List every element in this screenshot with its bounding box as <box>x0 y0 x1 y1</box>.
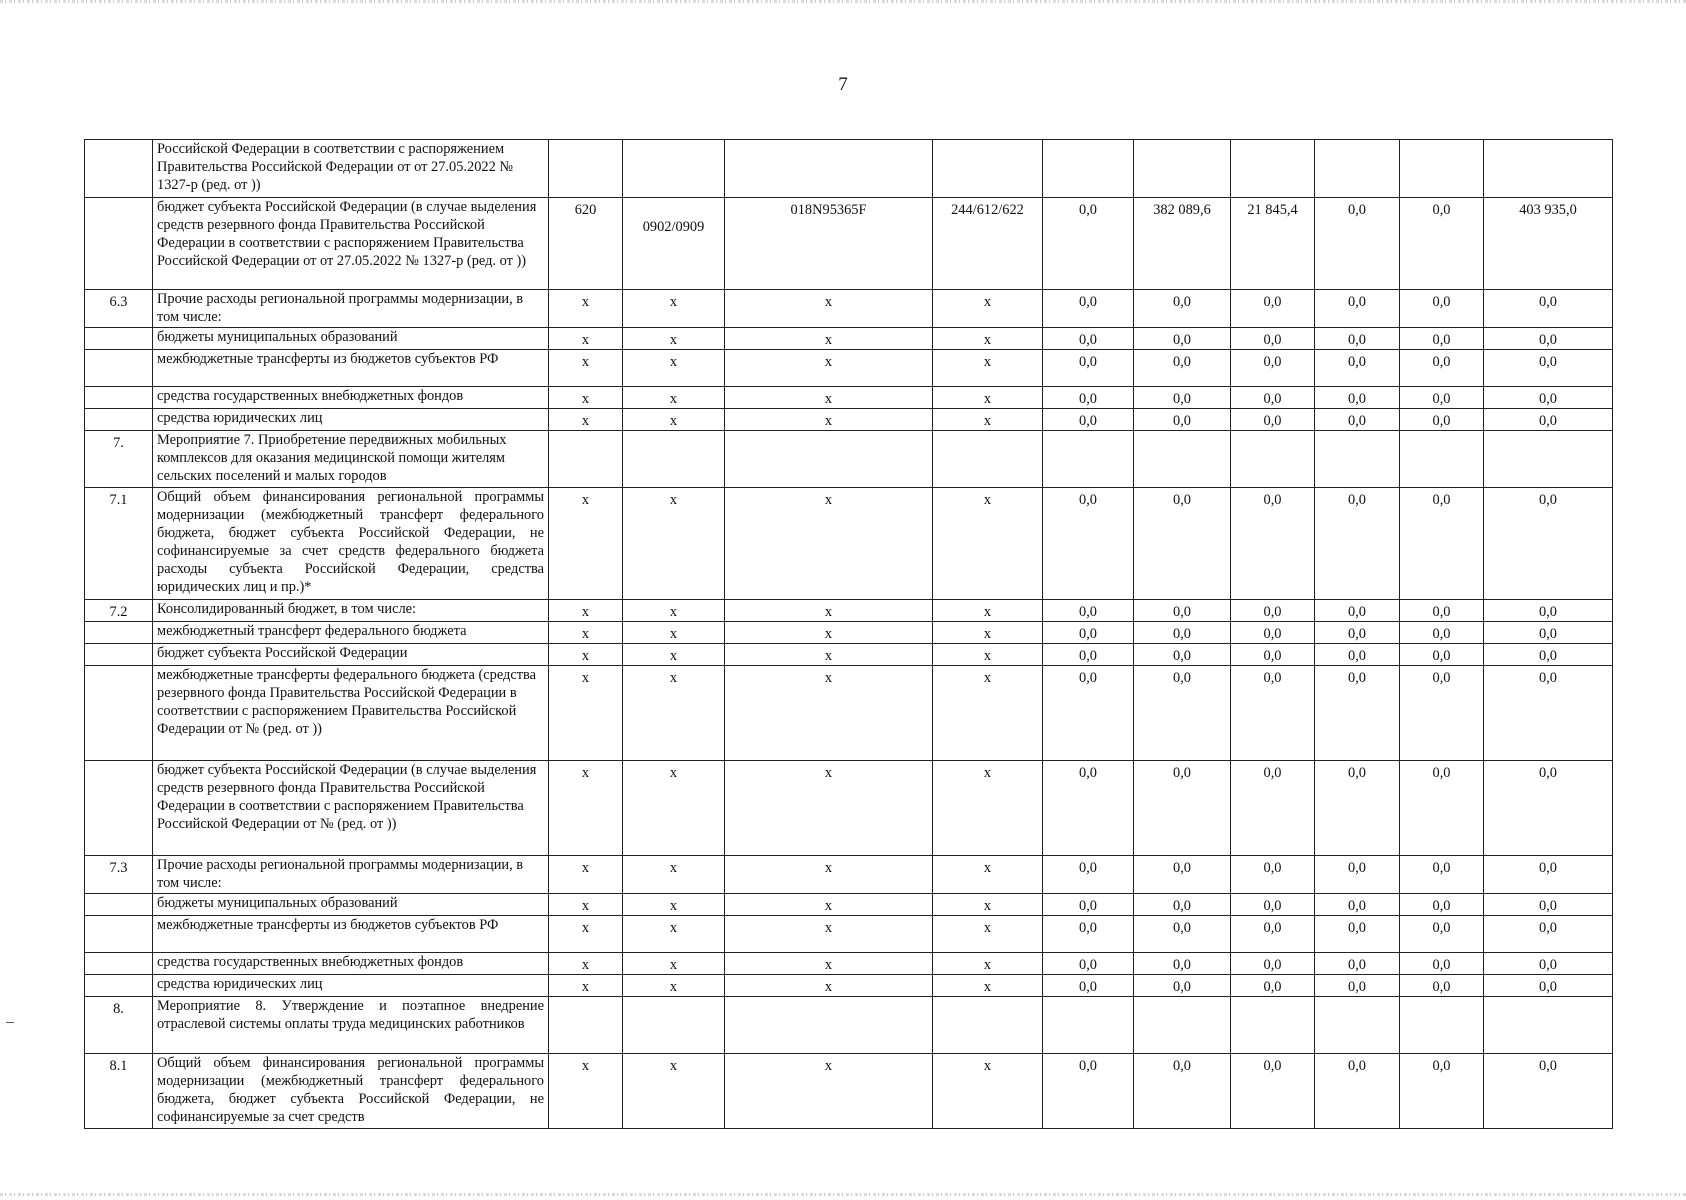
cell-c4: х <box>933 600 1043 622</box>
row-number <box>85 666 153 761</box>
cell-v3: 0,0 <box>1231 666 1315 761</box>
row-description: бюджет субъекта Российской Федерации (в случае выделения средств резервного фонда Правительства Российской Федерации в соответствии с распоряжением Правительства Российской Федерации от от 27.05.2022 № 1327-р (ред. от )) <box>153 198 549 290</box>
row-number <box>85 761 153 856</box>
cell-c3: х <box>725 953 933 975</box>
cell-v5: 0,0 <box>1400 600 1484 622</box>
cell-c3: х <box>725 409 933 431</box>
cell-v1: 0,0 <box>1043 761 1134 856</box>
cell-v1: 0,0 <box>1043 198 1134 290</box>
row-number: 7.2 <box>85 600 153 622</box>
cell-v4: 0,0 <box>1315 975 1400 997</box>
cell-v4 <box>1315 997 1400 1054</box>
row-description: межбюджетные трансферты из бюджетов субъектов РФ <box>153 916 549 953</box>
table-row <box>85 997 1613 1054</box>
cell-v4: 0,0 <box>1315 894 1400 916</box>
cell-c3: х <box>725 622 933 644</box>
cell-v2: 0,0 <box>1134 953 1231 975</box>
scan-edge-bottom <box>0 1193 1686 1196</box>
cell-c4: х <box>933 856 1043 894</box>
cell-c4 <box>933 431 1043 488</box>
cell-v6: 0,0 <box>1484 644 1613 666</box>
table-row <box>85 622 1613 644</box>
cell-v3: 0,0 <box>1231 856 1315 894</box>
row-description: межбюджетные трансферты федерального бюджета (средства резервного фонда Правительства Российской Федерации в соответствии с распоряжением Правительства Российской Федерации от № (ред. от )) <box>153 666 549 761</box>
cell-v1: 0,0 <box>1043 975 1134 997</box>
cell-v5: 0,0 <box>1400 290 1484 328</box>
cell-v1: 0,0 <box>1043 488 1134 600</box>
table-row <box>85 975 1613 997</box>
cell-c1: х <box>549 622 623 644</box>
row-number <box>85 916 153 953</box>
cell-c1 <box>549 997 623 1054</box>
row-number: 7. <box>85 431 153 488</box>
row-number <box>85 644 153 666</box>
cell-v6 <box>1484 431 1613 488</box>
cell-v2: 0,0 <box>1134 666 1231 761</box>
table-row <box>85 953 1613 975</box>
cell-c3: х <box>725 488 933 600</box>
cell-v2: 0,0 <box>1134 644 1231 666</box>
cell-c2: х <box>623 761 725 856</box>
table-row <box>85 140 1613 198</box>
cell-c1: 620 <box>549 198 623 290</box>
cell-c2: х <box>623 894 725 916</box>
cell-c4: х <box>933 328 1043 350</box>
cell-v4: 0,0 <box>1315 953 1400 975</box>
cell-v3: 0,0 <box>1231 761 1315 856</box>
cell-c2: х <box>623 953 725 975</box>
cell-v3: 0,0 <box>1231 894 1315 916</box>
cell-c2: х <box>623 622 725 644</box>
row-number <box>85 198 153 290</box>
row-description: Российской Федерации в соответствии с распоряжением Правительства Российской Федерации от от 27.05.2022 № 1327-р (ред. от )) <box>153 140 549 198</box>
cell-v5: 0,0 <box>1400 975 1484 997</box>
cell-c4 <box>933 140 1043 198</box>
cell-v4 <box>1315 431 1400 488</box>
cell-c1: х <box>549 387 623 409</box>
cell-c1: х <box>549 488 623 600</box>
cell-v6: 0,0 <box>1484 761 1613 856</box>
cell-v1: 0,0 <box>1043 328 1134 350</box>
cell-v4: 0,0 <box>1315 290 1400 328</box>
cell-v2 <box>1134 140 1231 198</box>
cell-v5: 0,0 <box>1400 666 1484 761</box>
cell-c1: х <box>549 953 623 975</box>
cell-v3: 0,0 <box>1231 916 1315 953</box>
cell-c4: х <box>933 290 1043 328</box>
cell-c2: х <box>623 1054 725 1129</box>
cell-c3: х <box>725 600 933 622</box>
cell-c4 <box>933 997 1043 1054</box>
cell-c3: х <box>725 975 933 997</box>
cell-v6: 0,0 <box>1484 600 1613 622</box>
cell-c3: х <box>725 666 933 761</box>
cell-c2: х <box>623 409 725 431</box>
cell-v4: 0,0 <box>1315 350 1400 387</box>
cell-v3: 0,0 <box>1231 350 1315 387</box>
cell-v6: 0,0 <box>1484 1054 1613 1129</box>
row-number <box>85 350 153 387</box>
cell-c4: х <box>933 622 1043 644</box>
cell-c2: х <box>623 644 725 666</box>
cell-c1: х <box>549 350 623 387</box>
cell-v2: 0,0 <box>1134 1054 1231 1129</box>
cell-v5: 0,0 <box>1400 856 1484 894</box>
cell-c3: х <box>725 761 933 856</box>
cell-v5: 0,0 <box>1400 916 1484 953</box>
cell-c1: х <box>549 290 623 328</box>
cell-v2: 0,0 <box>1134 488 1231 600</box>
cell-c3: х <box>725 350 933 387</box>
row-description: Прочие расходы региональной программы модернизации, в том числе: <box>153 856 549 894</box>
table-row <box>85 409 1613 431</box>
cell-c3: х <box>725 328 933 350</box>
cell-v1: 0,0 <box>1043 290 1134 328</box>
cell-v2: 0,0 <box>1134 290 1231 328</box>
cell-v5: 0,0 <box>1400 328 1484 350</box>
row-description: межбюджетный трансферт федерального бюджета <box>153 622 549 644</box>
row-number: 6.3 <box>85 290 153 328</box>
cell-v6: 0,0 <box>1484 666 1613 761</box>
cell-c3: х <box>725 644 933 666</box>
cell-c1 <box>549 431 623 488</box>
row-number: 8. <box>85 997 153 1054</box>
table-row <box>85 1054 1613 1129</box>
table-row <box>85 290 1613 328</box>
table-row <box>85 761 1613 856</box>
row-description: Мероприятие 7. Приобретение передвижных мобильных комплексов для оказания медицинской помощи жителям сельских поселений и малых городов <box>153 431 549 488</box>
row-number <box>85 622 153 644</box>
cell-v2: 0,0 <box>1134 328 1231 350</box>
row-description: Общий объем финансирования региональной программы модернизации (межбюджетный трансферт федерального бюджета, бюджет субъекта Российской Федерации, не софинансируемые за счет средств <box>153 1054 549 1129</box>
cell-v5: 0,0 <box>1400 894 1484 916</box>
table-row <box>85 856 1613 894</box>
cell-v5: 0,0 <box>1400 409 1484 431</box>
cell-c2: х <box>623 488 725 600</box>
cell-c2 <box>623 431 725 488</box>
cell-c3: х <box>725 894 933 916</box>
cell-c2: 0902/0909 <box>623 198 725 290</box>
cell-c2 <box>623 140 725 198</box>
cell-v4 <box>1315 140 1400 198</box>
cell-c4: х <box>933 387 1043 409</box>
cell-v5: 0,0 <box>1400 488 1484 600</box>
cell-v3: 0,0 <box>1231 622 1315 644</box>
cell-c4: х <box>933 894 1043 916</box>
table-row <box>85 916 1613 953</box>
table-row <box>85 350 1613 387</box>
cell-v3: 0,0 <box>1231 409 1315 431</box>
cell-c4: х <box>933 1054 1043 1129</box>
row-number <box>85 140 153 198</box>
cell-c4: 244/612/622 <box>933 198 1043 290</box>
cell-v2: 0,0 <box>1134 761 1231 856</box>
table-row <box>85 666 1613 761</box>
scan-edge-top <box>0 0 1686 3</box>
cell-v4: 0,0 <box>1315 600 1400 622</box>
cell-c4: х <box>933 644 1043 666</box>
row-description: Общий объем финансирования региональной программы модернизации (межбюджетный трансферт федерального бюджета, бюджет субъекта Российской Федерации, не софинансируемые за счет средств федерального бюджета расходы субъекта Российской Федерации, средства юридических лиц и пр.)* <box>153 488 549 600</box>
cell-c4: х <box>933 975 1043 997</box>
cell-c4: х <box>933 488 1043 600</box>
cell-v3: 0,0 <box>1231 488 1315 600</box>
row-number <box>85 387 153 409</box>
cell-c1: х <box>549 600 623 622</box>
cell-v4: 0,0 <box>1315 622 1400 644</box>
cell-c3: х <box>725 856 933 894</box>
cell-v1: 0,0 <box>1043 600 1134 622</box>
cell-c2: х <box>623 350 725 387</box>
cell-v5 <box>1400 431 1484 488</box>
row-description: межбюджетные трансферты из бюджетов субъектов РФ <box>153 350 549 387</box>
cell-v4: 0,0 <box>1315 666 1400 761</box>
page-number: 7 <box>838 74 848 95</box>
cell-c2 <box>623 997 725 1054</box>
cell-c4: х <box>933 761 1043 856</box>
cell-v4: 0,0 <box>1315 644 1400 666</box>
cell-v5: 0,0 <box>1400 644 1484 666</box>
row-description: Мероприятие 8. Утверждение и поэтапное внедрение отраслевой системы оплаты труда медицинских работников <box>153 997 549 1054</box>
table-row <box>85 328 1613 350</box>
cell-v5 <box>1400 997 1484 1054</box>
cell-c1: х <box>549 916 623 953</box>
cell-c4: х <box>933 409 1043 431</box>
cell-v5: 0,0 <box>1400 387 1484 409</box>
cell-v6: 403 935,0 <box>1484 198 1613 290</box>
row-number: 7.1 <box>85 488 153 600</box>
cell-c3: х <box>725 387 933 409</box>
cell-v2 <box>1134 431 1231 488</box>
cell-v3 <box>1231 997 1315 1054</box>
cell-v1: 0,0 <box>1043 644 1134 666</box>
cell-c2: х <box>623 916 725 953</box>
row-description: средства государственных внебюджетных фондов <box>153 953 549 975</box>
cell-v2: 0,0 <box>1134 387 1231 409</box>
cell-v1: 0,0 <box>1043 916 1134 953</box>
cell-v1: 0,0 <box>1043 350 1134 387</box>
cell-c3: х <box>725 1054 933 1129</box>
cell-v3 <box>1231 140 1315 198</box>
row-number <box>85 409 153 431</box>
cell-c2: х <box>623 290 725 328</box>
cell-v6: 0,0 <box>1484 488 1613 600</box>
cell-c4: х <box>933 350 1043 387</box>
cell-v4: 0,0 <box>1315 409 1400 431</box>
cell-v5: 0,0 <box>1400 953 1484 975</box>
row-description: бюджеты муниципальных образований <box>153 894 549 916</box>
cell-v3: 0,0 <box>1231 387 1315 409</box>
table-row <box>85 894 1613 916</box>
cell-c3: х <box>725 916 933 953</box>
table-row <box>85 431 1613 488</box>
cell-v4: 0,0 <box>1315 1054 1400 1129</box>
cell-v1: 0,0 <box>1043 666 1134 761</box>
cell-v2: 0,0 <box>1134 916 1231 953</box>
cell-v6: 0,0 <box>1484 622 1613 644</box>
row-number: 8.1 <box>85 1054 153 1129</box>
cell-c4: х <box>933 953 1043 975</box>
table-row <box>85 644 1613 666</box>
cell-v4: 0,0 <box>1315 761 1400 856</box>
cell-v2: 0,0 <box>1134 622 1231 644</box>
cell-v2: 0,0 <box>1134 975 1231 997</box>
cell-c1: х <box>549 1054 623 1129</box>
cell-v4: 0,0 <box>1315 387 1400 409</box>
cell-v1 <box>1043 431 1134 488</box>
cell-c2: х <box>623 856 725 894</box>
cell-c1 <box>549 140 623 198</box>
cell-c2: х <box>623 387 725 409</box>
cell-c1: х <box>549 666 623 761</box>
cell-v6: 0,0 <box>1484 856 1613 894</box>
row-description: Консолидированный бюджет, в том числе: <box>153 600 549 622</box>
cell-v3 <box>1231 431 1315 488</box>
cell-v6 <box>1484 997 1613 1054</box>
cell-v6 <box>1484 140 1613 198</box>
cell-c1: х <box>549 894 623 916</box>
row-number: 7.3 <box>85 856 153 894</box>
cell-c1: х <box>549 409 623 431</box>
cell-c1: х <box>549 644 623 666</box>
cell-v6: 0,0 <box>1484 350 1613 387</box>
cell-v1: 0,0 <box>1043 387 1134 409</box>
cell-v3: 0,0 <box>1231 953 1315 975</box>
cell-c1: х <box>549 328 623 350</box>
row-number <box>85 953 153 975</box>
row-number <box>85 328 153 350</box>
cell-v4: 0,0 <box>1315 328 1400 350</box>
cell-v2: 0,0 <box>1134 894 1231 916</box>
budget-table <box>84 139 1613 1129</box>
cell-v2: 0,0 <box>1134 350 1231 387</box>
row-description: средства юридических лиц <box>153 409 549 431</box>
cell-c2: х <box>623 328 725 350</box>
cell-v6: 0,0 <box>1484 953 1613 975</box>
cell-v2 <box>1134 997 1231 1054</box>
table-row <box>85 600 1613 622</box>
cell-v3: 0,0 <box>1231 644 1315 666</box>
cell-c1: х <box>549 761 623 856</box>
cell-v6: 0,0 <box>1484 387 1613 409</box>
cell-v4: 0,0 <box>1315 916 1400 953</box>
row-description: бюджет субъекта Российской Федерации <box>153 644 549 666</box>
cell-v2: 382 089,6 <box>1134 198 1231 290</box>
cell-v5: 0,0 <box>1400 761 1484 856</box>
row-description: Прочие расходы региональной программы модернизации, в том числе: <box>153 290 549 328</box>
cell-v6: 0,0 <box>1484 409 1613 431</box>
cell-c2: х <box>623 600 725 622</box>
cell-v1: 0,0 <box>1043 856 1134 894</box>
cell-v1: 0,0 <box>1043 894 1134 916</box>
cell-v3: 0,0 <box>1231 600 1315 622</box>
row-number <box>85 894 153 916</box>
row-number <box>85 975 153 997</box>
margin-mark <box>6 1022 14 1023</box>
row-description: бюджеты муниципальных образований <box>153 328 549 350</box>
cell-c3: 018N95365F <box>725 198 933 290</box>
cell-v6: 0,0 <box>1484 894 1613 916</box>
cell-v6: 0,0 <box>1484 290 1613 328</box>
cell-v4: 0,0 <box>1315 198 1400 290</box>
cell-v6: 0,0 <box>1484 328 1613 350</box>
table-row <box>85 198 1613 290</box>
cell-c4: х <box>933 916 1043 953</box>
cell-v5: 0,0 <box>1400 1054 1484 1129</box>
cell-c3: х <box>725 290 933 328</box>
cell-v1: 0,0 <box>1043 622 1134 644</box>
cell-c3 <box>725 140 933 198</box>
cell-v4: 0,0 <box>1315 856 1400 894</box>
cell-v2: 0,0 <box>1134 409 1231 431</box>
cell-v1: 0,0 <box>1043 1054 1134 1129</box>
cell-v1 <box>1043 140 1134 198</box>
cell-c2: х <box>623 975 725 997</box>
cell-v4: 0,0 <box>1315 488 1400 600</box>
cell-c2: х <box>623 666 725 761</box>
cell-c1: х <box>549 856 623 894</box>
cell-v6: 0,0 <box>1484 975 1613 997</box>
cell-v2: 0,0 <box>1134 600 1231 622</box>
cell-v1: 0,0 <box>1043 953 1134 975</box>
row-description: средства государственных внебюджетных фондов <box>153 387 549 409</box>
cell-v3: 0,0 <box>1231 1054 1315 1129</box>
row-description: средства юридических лиц <box>153 975 549 997</box>
cell-v3: 0,0 <box>1231 290 1315 328</box>
cell-v2: 0,0 <box>1134 856 1231 894</box>
cell-v6: 0,0 <box>1484 916 1613 953</box>
cell-v5: 0,0 <box>1400 622 1484 644</box>
cell-c3 <box>725 431 933 488</box>
cell-v5: 0,0 <box>1400 350 1484 387</box>
cell-v3: 0,0 <box>1231 328 1315 350</box>
cell-v3: 0,0 <box>1231 975 1315 997</box>
row-description: бюджет субъекта Российской Федерации (в случае выделения средств резервного фонда Правительства Российской Федерации в соответствии с распоряжением Правительства Российской Федерации от № (ред. от )) <box>153 761 549 856</box>
cell-c4: х <box>933 666 1043 761</box>
cell-v3: 21 845,4 <box>1231 198 1315 290</box>
cell-c3 <box>725 997 933 1054</box>
cell-v1: 0,0 <box>1043 409 1134 431</box>
table-row <box>85 387 1613 409</box>
cell-v5: 0,0 <box>1400 198 1484 290</box>
table-row <box>85 488 1613 600</box>
table-body <box>85 140 1613 1129</box>
cell-c1: х <box>549 975 623 997</box>
cell-v5 <box>1400 140 1484 198</box>
cell-v1 <box>1043 997 1134 1054</box>
